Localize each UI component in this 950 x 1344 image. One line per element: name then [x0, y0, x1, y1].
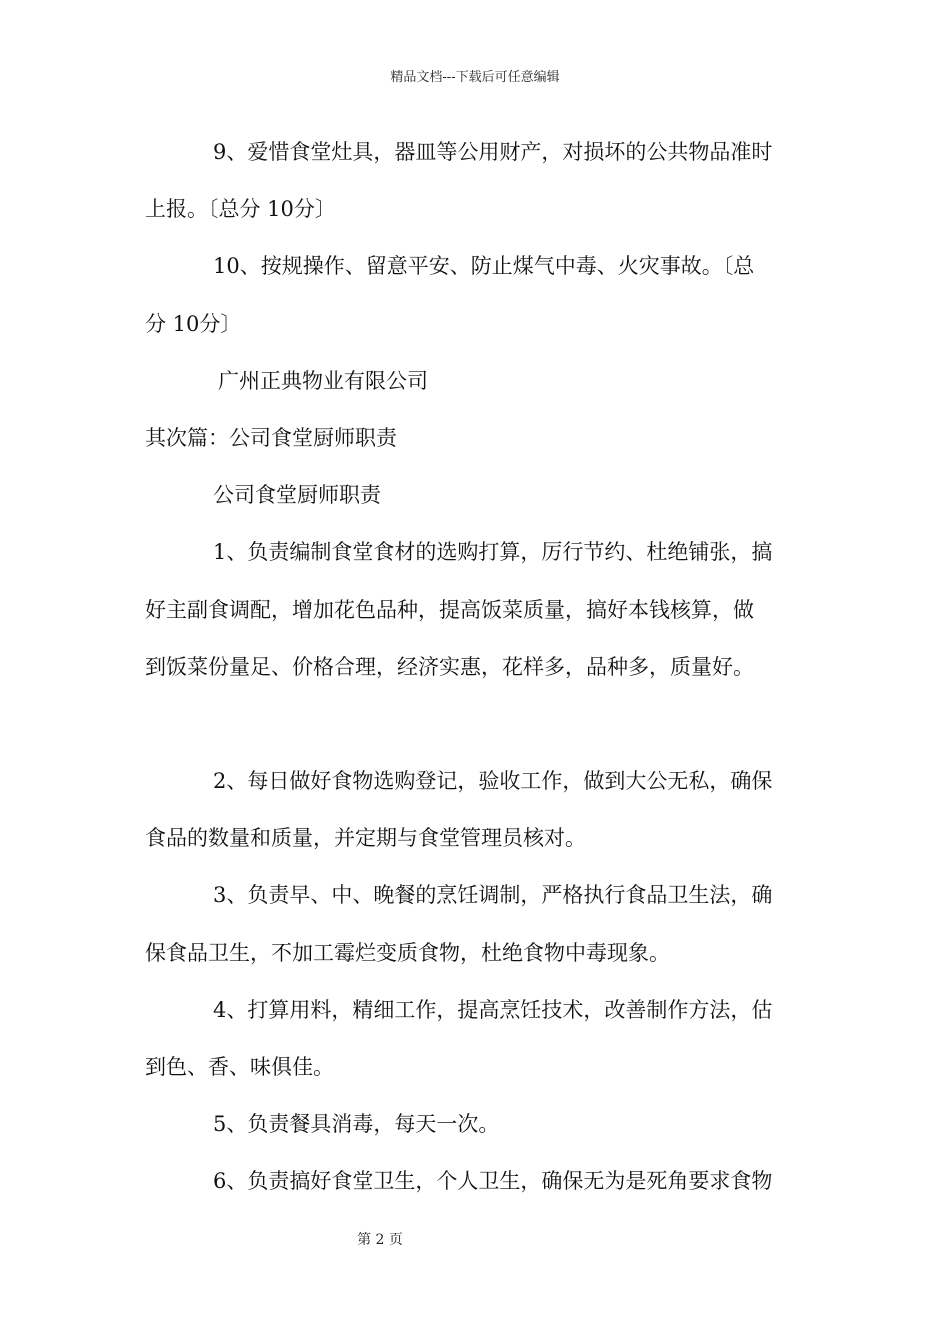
- paragraph-line: 到色、香、味俱佳。: [145, 1055, 334, 1079]
- company-name: 广州正典物业有限公司: [218, 369, 428, 393]
- paragraph-line: 保食品卫生，不加工霉烂变质食物，杜绝食物中毒现象。: [145, 941, 670, 965]
- paragraph-line: 上报。〔总分 10分〕: [145, 197, 336, 221]
- paragraph-line: 9、爱惜食堂灶具，器皿等公用财产，对损坏的公共物品准时: [213, 140, 773, 164]
- page-number: 第 2 页: [357, 1232, 403, 1248]
- paragraph-line: 5、负责餐具消毒，每天一次。: [213, 1112, 500, 1136]
- paragraph-line: 10、按规操作、留意平安、防止煤气中毒、火灾事故。〔总: [213, 254, 755, 278]
- paragraph-line: 到饭菜份量足、价格合理，经济实惠，花样多，品种多，质量好。: [145, 655, 754, 679]
- paragraph-line: 食品的数量和质量，并定期与食堂管理员核对。: [145, 826, 586, 850]
- page-header: 精品文档---下载后可任意编辑: [390, 70, 560, 85]
- paragraph-line: 分 10分〕: [145, 312, 242, 336]
- paragraph-line: 4、打算用料，精细工作，提高烹饪技术，改善制作方法，估: [213, 998, 773, 1022]
- paragraph-line: 6、负责搞好食堂卫生，个人卫生，确保无为是死角要求食物: [213, 1169, 773, 1193]
- section-title: 公司食堂厨师职责: [213, 483, 381, 507]
- paragraph-line: 1、负责编制食堂食材的选购打算，厉行节约、杜绝铺张，搞: [213, 540, 773, 564]
- paragraph-line: 2、每日做好食物选购登记，验收工作，做到大公无私，确保: [213, 769, 773, 793]
- paragraph-line: 3、负责早、中、晚餐的烹饪调制，严格执行食品卫生法，确: [213, 883, 773, 907]
- paragraph-line: 好主副食调配，增加花色品种，提高饭菜质量，搞好本钱核算，做: [145, 598, 754, 622]
- section-heading: 其次篇：公司食堂厨师职责: [145, 426, 397, 450]
